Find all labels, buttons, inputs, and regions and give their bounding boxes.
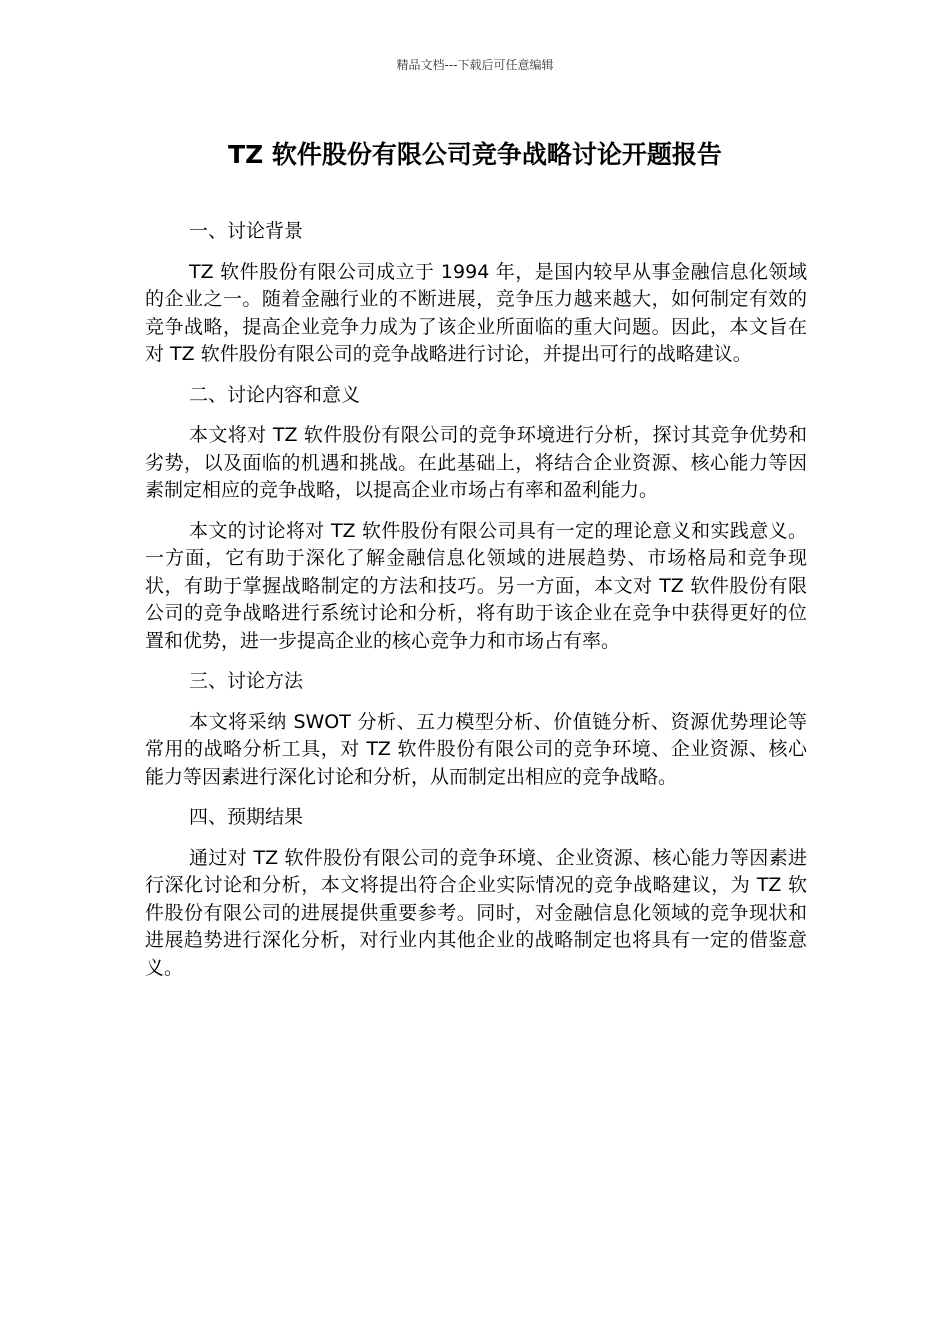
paragraph: 本文的讨论将对 TZ 软件股份有限公司具有一定的理论意义和实践意义。一方面，它有助于深化了解金融信息化领域的进展趋势、市场格局和竞争现状，有助于掌握战略制定的方法和技巧。另一方面，本文对 TZ 软件股份有限公司的竞争战略进行系统讨论和分析，将有助于该企业在竞争中获得更好的位置和优势，进一步提高企业的核心竞争力和市场占有率。 (145, 519, 807, 652)
paragraph: 本文将对 TZ 软件股份有限公司的竞争环境进行分析，探讨其竞争优势和劣势，以及面临的机遇和挑战。在此基础上，将结合企业资源、核心能力等因素制定相应的竞争战略，以提高企业市场占有率和盈利能力。 (145, 424, 807, 501)
paragraph: 本文将采纳 SWOT 分析、五力模型分析、价值链分析、资源优势理论等常用的战略分析工具，对 TZ 软件股份有限公司的竞争环境、企业资源、核心能力等因素进行深化讨论和分析，从而制定出相应的竞争战略。 (145, 710, 807, 788)
paragraph: 通过对 TZ 软件股份有限公司的竞争环境、企业资源、核心能力等因素进行深化讨论和分析，本文将提出符合企业实际情况的竞争战略建议，为 TZ 软件股份有限公司的进展提供重要参考。同时，对金融信息化领域的竞争现状和进展趋势进行深化分析，对行业内其他企业的战略制定也将具有一定的借鉴意义。 (145, 846, 808, 979)
section-expected-results (145, 804, 807, 982)
section-heading: 二、讨论内容和意义 (189, 383, 361, 406)
section-background (145, 218, 807, 369)
document-body (145, 218, 807, 995)
section-heading: 一、讨论背景 (189, 220, 304, 242)
paragraph: TZ 软件股份有限公司成立于 1994 年，是国内较早从事金融信息化领域的企业之一。随着金融行业的不断进展，竞争压力越来越大，如何制定有效的竞争战略，提高企业竞争力成为了该企业所面临的重大问题。因此，本文旨在对 TZ 软件股份有限公司的竞争战略进行讨论，并提出可行的战略建议。 (145, 260, 807, 365)
section-heading: 四、预期结果 (189, 806, 304, 828)
section-content-significance (145, 382, 807, 656)
section-heading: 三、讨论方法 (189, 670, 304, 692)
document-title: TZ 软件股份有限公司竞争战略讨论开题报告 (228, 140, 722, 169)
section-methods (145, 668, 807, 791)
page-header-watermark: 精品文档---下载后可任意编辑 (396, 58, 554, 72)
